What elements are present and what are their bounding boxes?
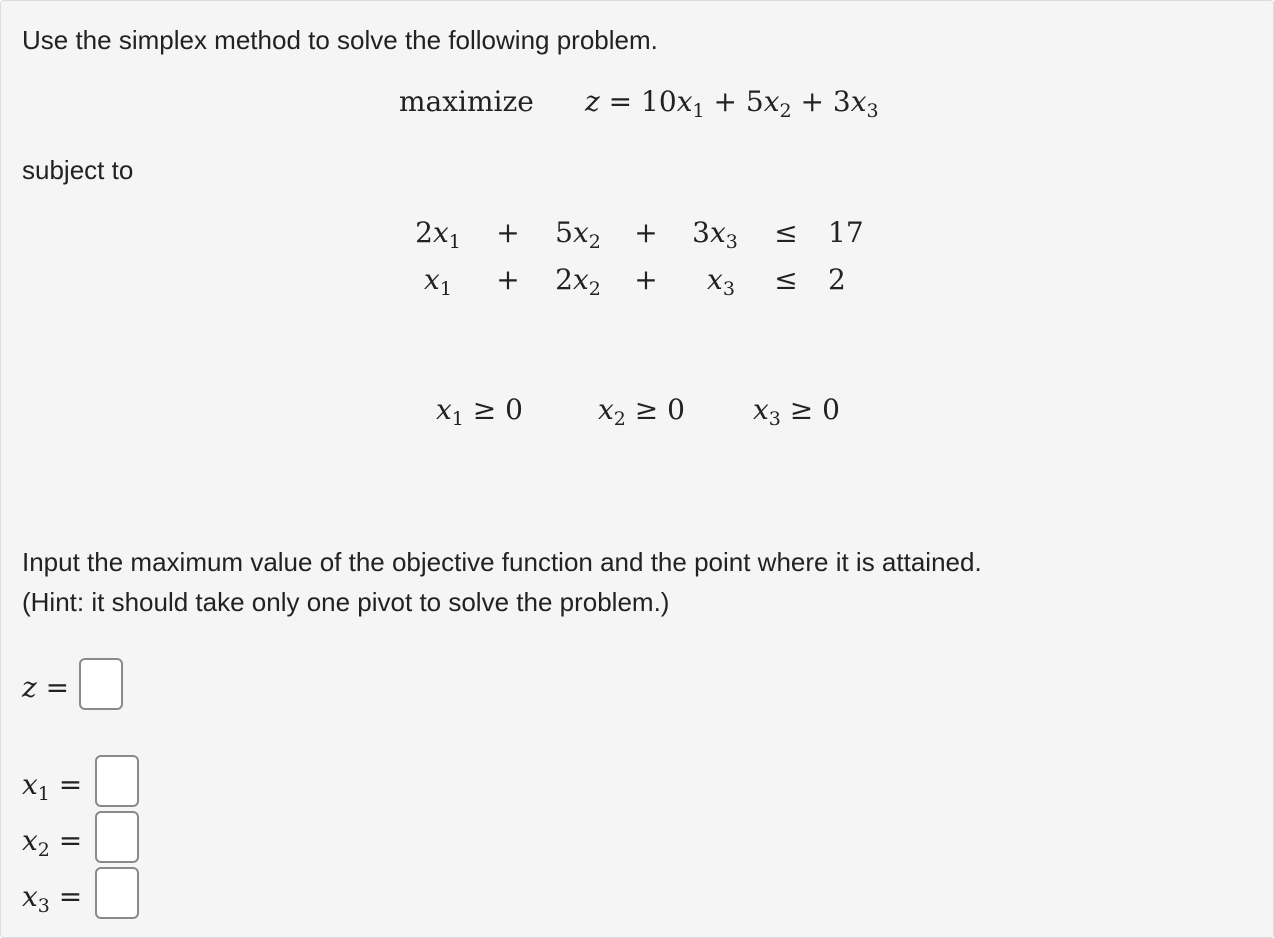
objective-term-1: $10x_1$	[641, 85, 705, 122]
intro-text: Use the simplex method to solve the following problem.	[22, 25, 658, 55]
answer-x2-input[interactable]	[95, 811, 139, 863]
constraint-1-term-2: $5x_2$	[555, 216, 601, 253]
subject-to-label: subject to	[22, 155, 134, 185]
constraint-1-term-1: $2x_1$	[415, 216, 461, 253]
objective-plus-1: +	[713, 85, 737, 118]
objective-term-3: $3x_3$	[832, 85, 879, 122]
answer-x1-label: $x_1$ =	[22, 768, 83, 805]
constraint-2-op-2: +	[634, 263, 658, 296]
constraint-1-rhs: 17	[828, 216, 864, 249]
objective-keyword: maximize	[399, 85, 534, 118]
objective-variable: z	[585, 85, 600, 118]
constraint-2-rhs: 2	[828, 263, 846, 296]
input-prompt: Input the maximum value of the objective function and the point where it is attained.	[22, 547, 982, 577]
constraint-2-term-1: $x_1$	[424, 263, 452, 300]
objective-plus-2: +	[800, 85, 824, 118]
answer-instructions	[22, 542, 982, 622]
constraint-2-term-3: $x_3$	[707, 263, 735, 300]
answer-z-label: z =	[22, 671, 70, 704]
constraint-2-relation: ≤	[774, 263, 798, 296]
answer-x3-input[interactable]	[95, 867, 139, 919]
constraint-1-relation: ≤	[774, 216, 798, 249]
objective-function	[585, 85, 879, 122]
constraint-1-term-3: $3x_3$	[692, 216, 738, 253]
constraint-1-op-2: +	[634, 216, 658, 249]
nonneg-x1: $x_1 \ge 0$	[436, 393, 523, 430]
nonneg-x3: $x_3 \ge 0$	[753, 393, 840, 430]
constraint-2-op-1: +	[496, 263, 520, 296]
answer-x1-input[interactable]	[95, 755, 139, 807]
hint-text: (Hint: it should take only one pivot to solve the problem.)	[22, 587, 670, 617]
answer-x3-label: $x_3$ =	[22, 880, 83, 917]
nonneg-x2: $x_2 \ge 0$	[598, 393, 685, 430]
answer-z-input[interactable]	[79, 658, 123, 710]
constraint-2-term-2: $2x_2$	[555, 263, 601, 300]
answer-x2-label: $x_2$ =	[22, 824, 83, 861]
objective-equals: =	[608, 85, 633, 118]
objective-term-2: $5x_2$	[745, 85, 792, 122]
constraint-1-op-1: +	[496, 216, 520, 249]
